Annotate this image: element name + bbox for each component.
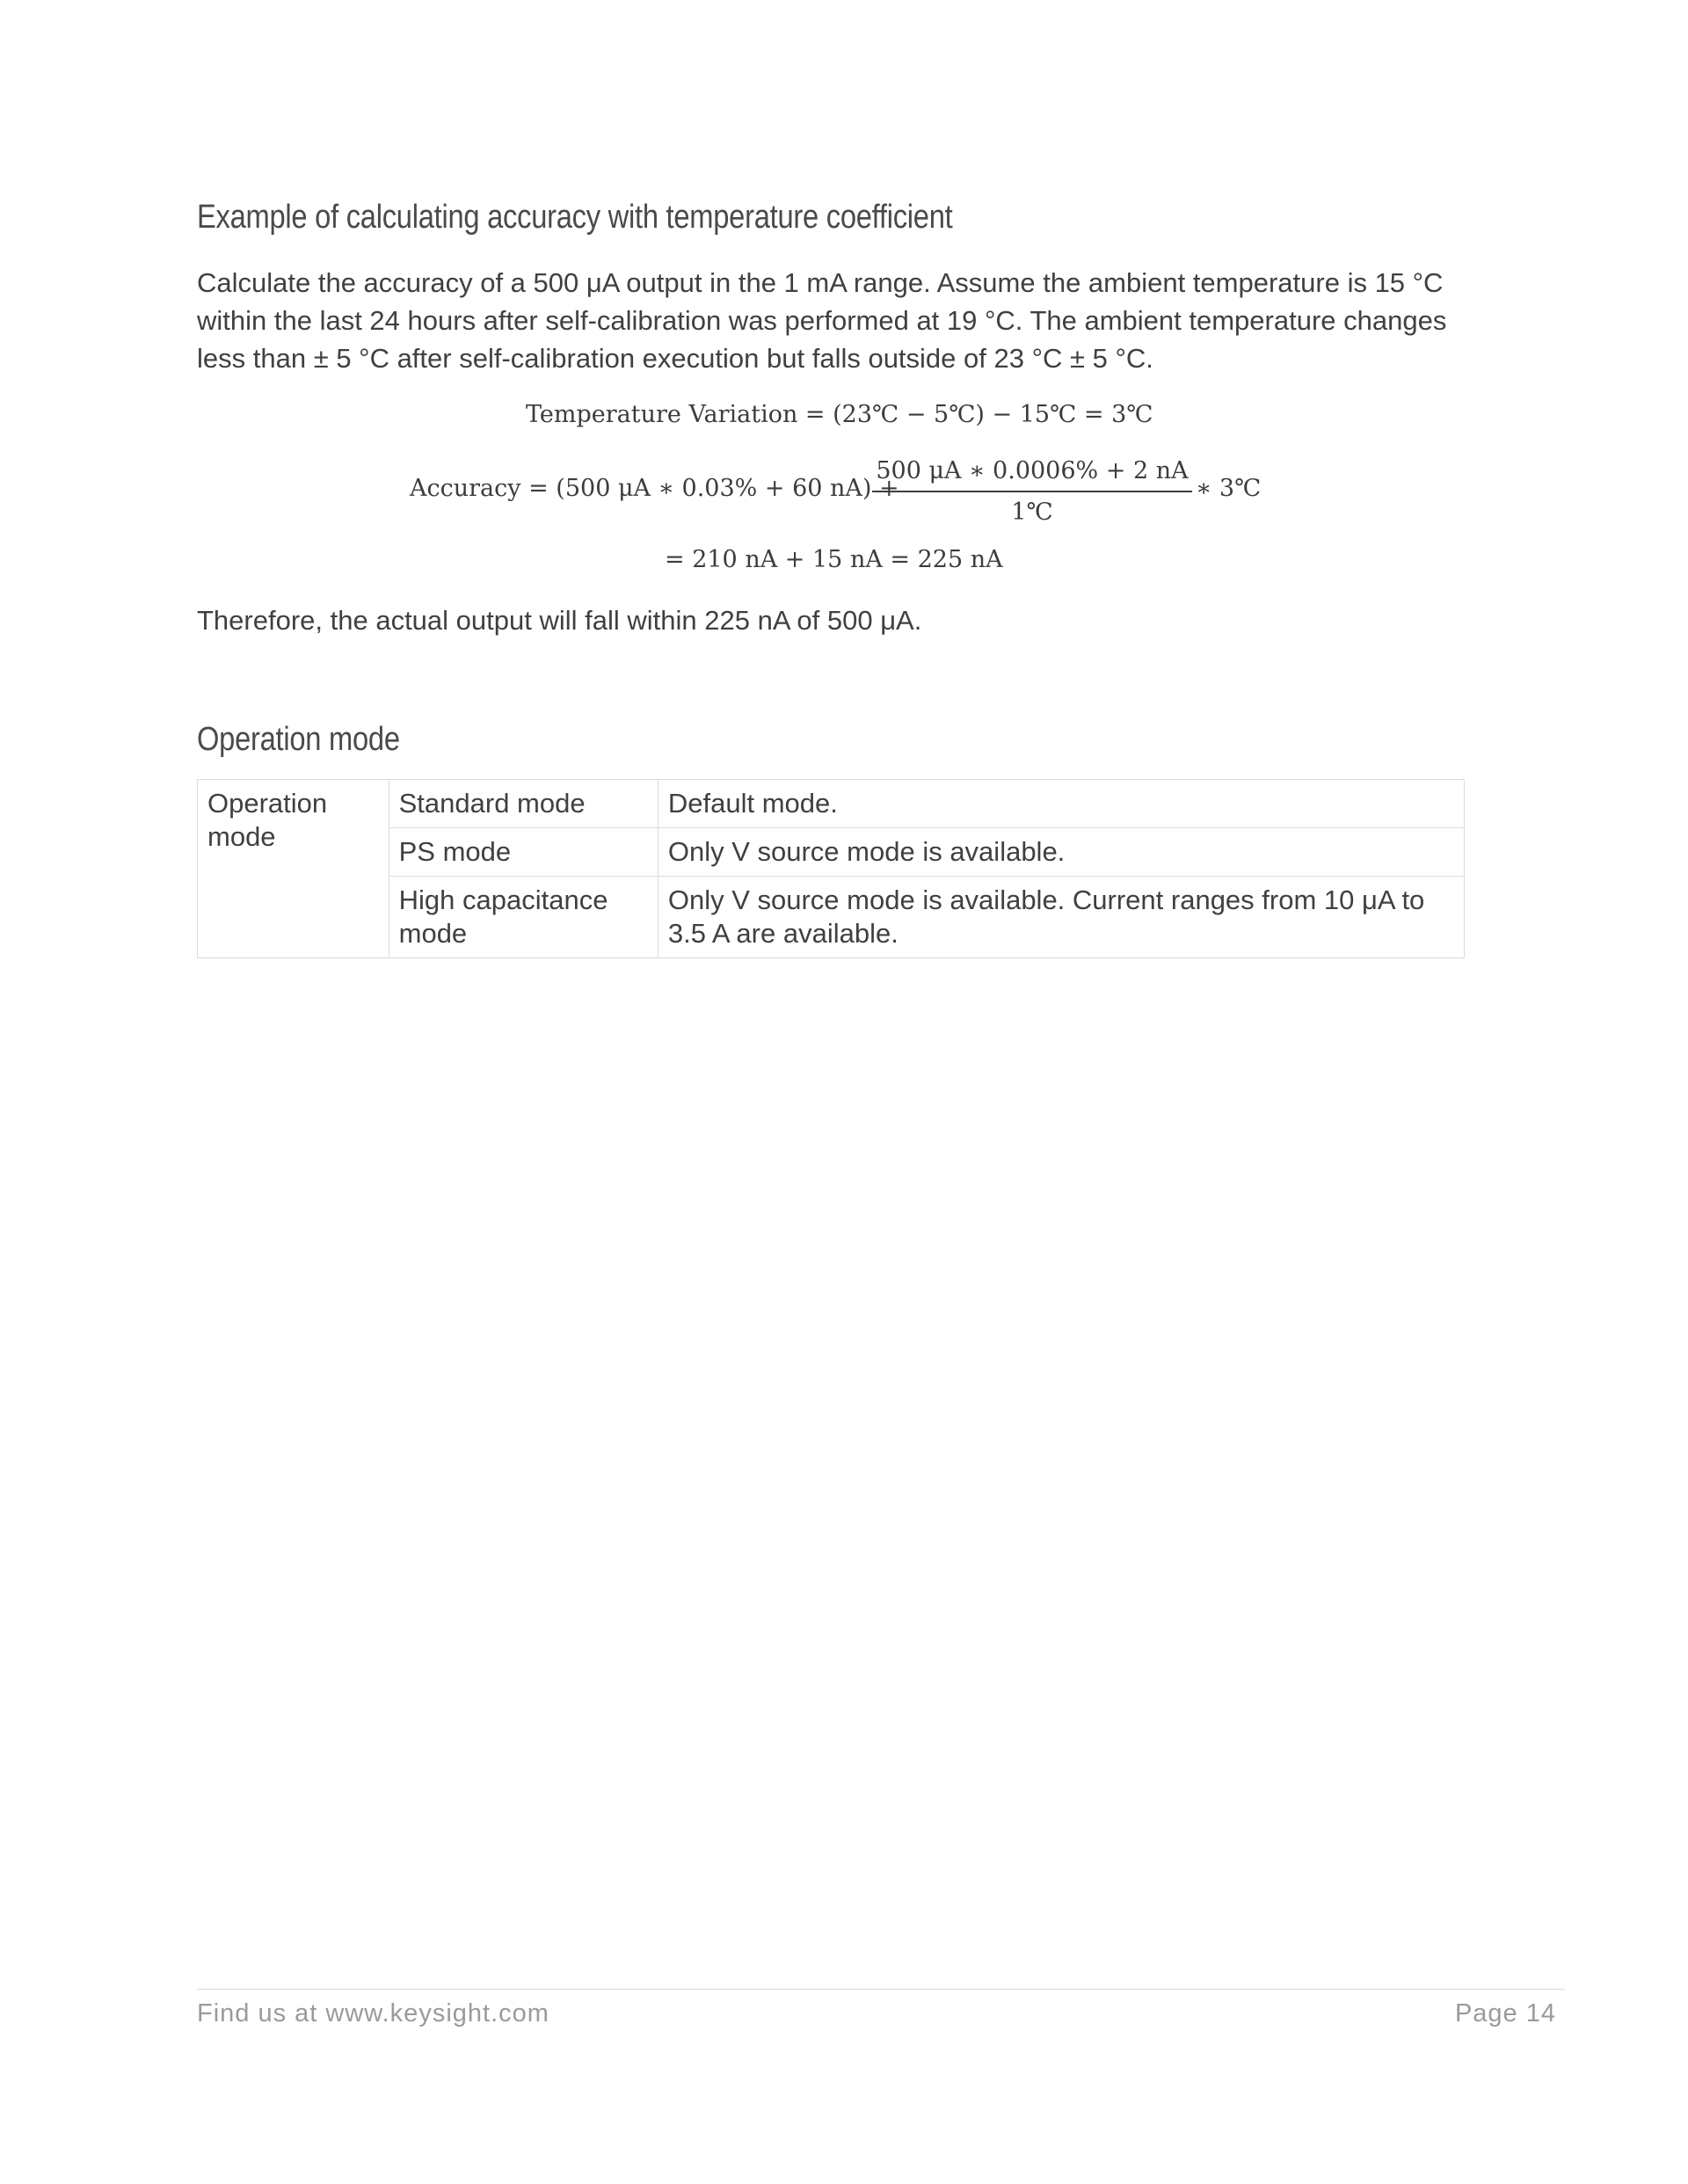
- section-heading-accuracy-example: Example of calculating accuracy with temperature coefficient: [197, 199, 953, 236]
- description-cell: Only V source mode is available. Current ranges from 10 μA to 3.5 A are available.: [658, 877, 1464, 958]
- equation-accuracy-lhs: Accuracy = (500 μA ∗ 0.03% + 60 nA) +: [410, 475, 899, 502]
- intro-paragraph: Calculate the accuracy of a 500 μA output in the 1 mA range. Assume the ambient temperature is 15 °C within the last 24 hours after self-calibration was performed at 19 °C. The ambient temperature changes less than ± 5 °C after self-calibration execution but falls outside of 23 °C ± 5 °C.: [197, 267, 1447, 374]
- mode-cell: High capacitance mode: [389, 877, 658, 958]
- equation-accuracy-rhs: ∗ 3℃: [1196, 475, 1262, 502]
- section-heading-operation-mode: Operation mode: [197, 721, 400, 758]
- equation-accuracy-fraction: [872, 454, 1192, 529]
- footer-divider: [197, 1989, 1565, 1990]
- mode-cell: Standard mode: [389, 780, 658, 828]
- operation-mode-table: [197, 779, 1465, 958]
- equation-accuracy-result: = 210 nA + 15 nA = 225 nA: [665, 546, 1003, 573]
- footer-website: Find us at www.keysight.com: [197, 1999, 549, 2027]
- fraction-numerator: 500 μA ∗ 0.0006% + 2 nA: [876, 457, 1189, 484]
- conclusion-paragraph: Therefore, the actual output will fall within 225 nA of 500 μA.: [197, 605, 922, 636]
- mode-cell: PS mode: [389, 828, 658, 877]
- fraction-denominator: 1℃: [1011, 499, 1053, 526]
- description-cell: Default mode.: [658, 780, 1464, 828]
- row-header-cell: Operation mode: [198, 780, 389, 958]
- table-row: [198, 780, 1465, 828]
- description-cell: Only V source mode is available.: [658, 828, 1464, 877]
- equation-temperature-variation: Temperature Variation = (23℃ − 5℃) − 15℃ = 3℃: [526, 401, 1153, 428]
- fraction-bar: [872, 491, 1192, 492]
- footer-page-number: Page 14: [1454, 1999, 1556, 2027]
